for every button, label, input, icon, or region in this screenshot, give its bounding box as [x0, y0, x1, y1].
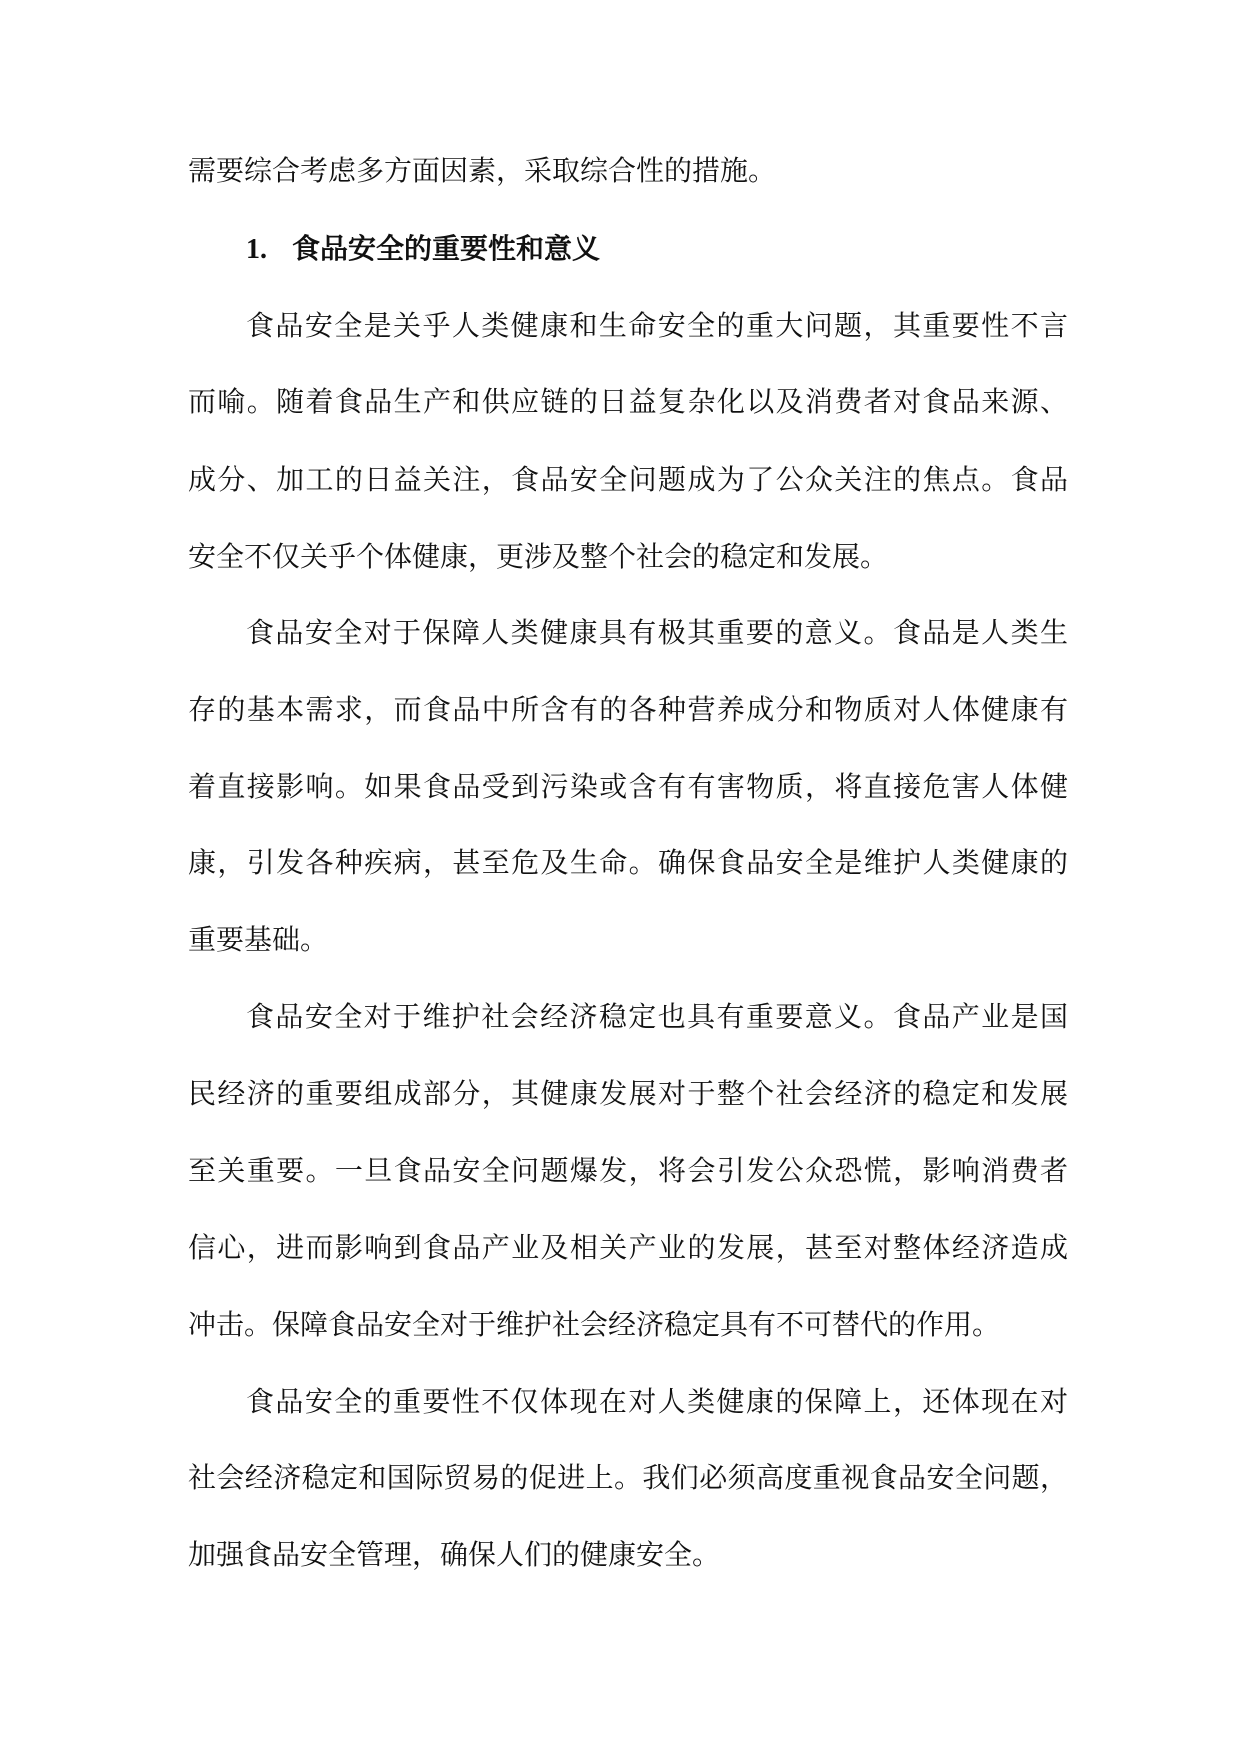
paragraph-2-line-3: 着直接影响。如果食品受到污染或含有有害物质，将直接危害人体健 [188, 770, 1068, 803]
paragraph-3-line-1: 食品安全对于维护社会经济稳定也具有重要意义。食品产业是国 [246, 1000, 1068, 1033]
section-title: 食品安全的重要性和意义 [292, 232, 601, 265]
section-number: 1. [246, 234, 267, 265]
paragraph-2-line-1: 食品安全对于保障人类健康具有极其重要的意义。食品是人类生 [246, 616, 1068, 649]
paragraph-2-line-5: 重要基础。 [188, 923, 329, 956]
paragraph-1-line-1: 食品安全是关乎人类健康和生命安全的重大问题，其重要性不言 [246, 309, 1068, 342]
paragraph-1-line-4: 安全不仅关乎个体健康，更涉及整个社会的稳定和发展。 [188, 540, 889, 573]
paragraph-4-line-1: 食品安全的重要性不仅体现在对人类健康的保障上，还体现在对 [246, 1385, 1068, 1418]
paragraph-1-line-2: 而喻。随着食品生产和供应链的日益复杂化以及消费者对食品来源、 [188, 385, 1068, 418]
paragraph-2-line-2: 存的基本需求，而食品中所含有的各种营养成分和物质对人体健康有 [188, 693, 1068, 726]
paragraph-3-line-2: 民经济的重要组成部分，其健康发展对于整个社会经济的稳定和发展 [188, 1077, 1068, 1110]
section-heading [246, 229, 946, 269]
paragraph-3-line-4: 信心，进而影响到食品产业及相关产业的发展，甚至对整体经济造成 [188, 1231, 1068, 1264]
paragraph-4-line-2: 社会经济稳定和国际贸易的促进上。我们必须高度重视食品安全问题， [188, 1461, 1068, 1494]
paragraph-1-line-3: 成分、加工的日益关注，食品安全问题成为了公众关注的焦点。食品 [188, 463, 1068, 496]
paragraph-3-line-3: 至关重要。一旦食品安全问题爆发，将会引发公众恐慌，影响消费者 [188, 1154, 1068, 1187]
paragraph-4-line-3: 加强食品安全管理，确保人们的健康安全。 [188, 1538, 721, 1571]
paragraph-2-line-4: 康，引发各种疾病，甚至危及生命。确保食品安全是维护人类健康的 [188, 846, 1068, 879]
paragraph-3-line-5: 冲击。保障食品安全对于维护社会经济稳定具有不可替代的作用。 [188, 1308, 1001, 1341]
intro-line: 需要综合考虑多方面因素，采取综合性的措施。 [188, 154, 777, 187]
